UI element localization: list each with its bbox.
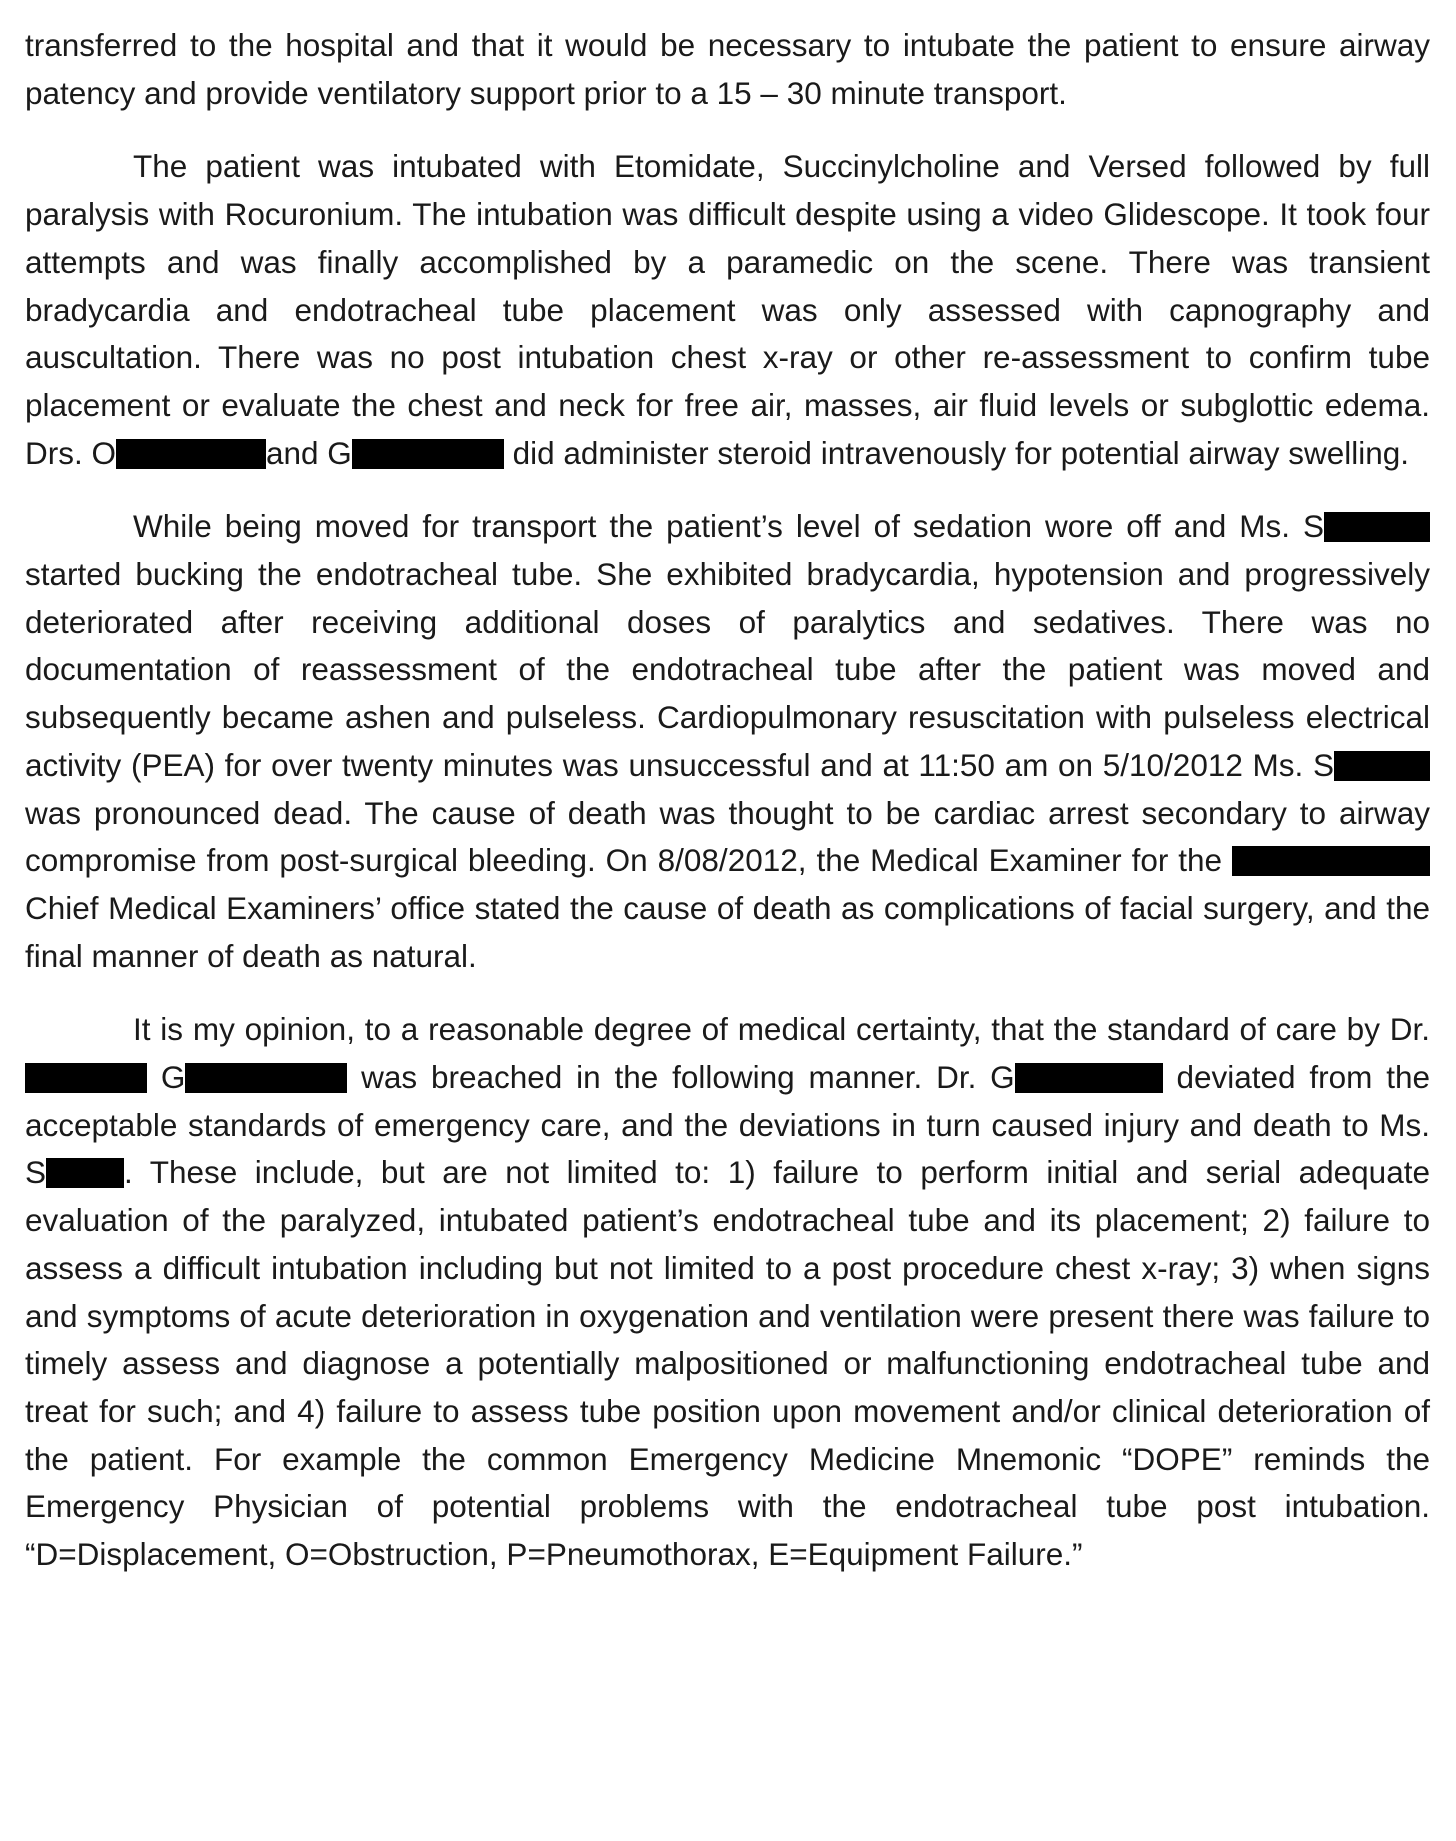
paragraph-text: deviated from the acceptable standards of emergency care, and the deviations in turn caused injury and death to Ms. S (25, 1059, 1430, 1191)
document-page (25, 22, 1430, 1579)
paragraph-text: . These include, but are not limited to: 1) failure to perform initial and serial adequate evaluation of the paralyzed, intubated patient’s endotracheal tube and its placement; 2) failure to assess a difficult intubation including but not limited to a post procedure chest x-ray; 3) when signs and symptoms of acute deterioration in oxygenation and ventilation were present there was failure to timely assess and diagnose a potentially malpositioned or malfunctioning endotracheal tube and treat for such; and 4) failure to assess tube position upon movement and/or clinical deterioration of the patient. For example the common Emergency Medicine Mnemonic “DOPE” reminds the Emergency Physician of potential problems with the endotracheal tube post intubation. “D=Displacement, O=Obstruction, P=Pneumothorax, E=Equipment Failure.” (25, 1154, 1430, 1573)
paragraph-text: transferred to the hospital and that it would be necessary to intubate the patient to ensure airway patency and provide ventilatory support prior to a 15 – 30 minute transport. (25, 27, 1430, 111)
paragraph-gap (25, 980, 1430, 1006)
redaction-box (1334, 751, 1430, 781)
paragraph-text: While being moved for transport the patient’s level of sedation wore off and Ms. S (133, 508, 1324, 545)
paragraph-gap (25, 477, 1430, 503)
paragraph-text: did administer steroid intravenously for potential airway swelling. (503, 434, 1409, 471)
paragraph-text: Chief Medical Examiners’ office stated the cause of death as complications of facial surgery, and the final manner of death as natural. (25, 889, 1430, 974)
paragraph-text: G (147, 1059, 186, 1096)
redaction-box (1324, 512, 1430, 542)
paragraph-text: was pronounced dead. The cause of death was thought to be cardiac arrest secondary to airway compromise from post-surgical bleeding. On 8/08/2012, the Medical Examiner for the (25, 794, 1430, 879)
redaction-box (116, 439, 266, 469)
paragraph-gap (25, 117, 1430, 143)
redaction-box (1232, 846, 1430, 876)
paragraph-intubation (25, 143, 1430, 477)
redaction-box (46, 1158, 124, 1188)
redaction-box (25, 1063, 147, 1093)
paragraph-text: started bucking the endotracheal tube. She exhibited bradycardia, hypotension and progressively deteriorated after receiving additional doses of paralytics and sedatives. There was no documentation of reassessment of the endotracheal tube after the patient was moved and subsequently became ashen and pulseless. Cardiopulmonary resuscitation with pulseless electrical activity (PEA) for over twenty minutes was unsuccessful and at 11:50 am on 5/10/2012 Ms. S (25, 556, 1430, 783)
paragraph-deterioration (25, 503, 1430, 980)
paragraph-text: The patient was intubated with Etomidate, Succinylcholine and Versed followed by full paralysis with Rocuronium. The intubation was difficult despite using a video Glidescope. It took four attempts and was finally accomplished by a paramedic on the scene. There was transient bradycardia and endotracheal tube placement was only assessed with capnography and auscultation. There was no post intubation chest x-ray or other re-assessment to confirm tube placement or evaluate the chest and neck for free air, masses, air fluid levels or subglottic edema. Drs. O (25, 148, 1430, 471)
paragraph-opinion (25, 1006, 1430, 1578)
paragraph-transport (25, 22, 1430, 117)
paragraph-text: was breached in the following manner. Dr. G (347, 1059, 1015, 1096)
paragraph-text: and G (266, 434, 352, 471)
redaction-box (185, 1063, 347, 1093)
redaction-box (352, 439, 504, 469)
paragraph-text: It is my opinion, to a reasonable degree of medical certainty, that the standard of care by Dr. (133, 1011, 1430, 1048)
redaction-box (1015, 1063, 1163, 1093)
